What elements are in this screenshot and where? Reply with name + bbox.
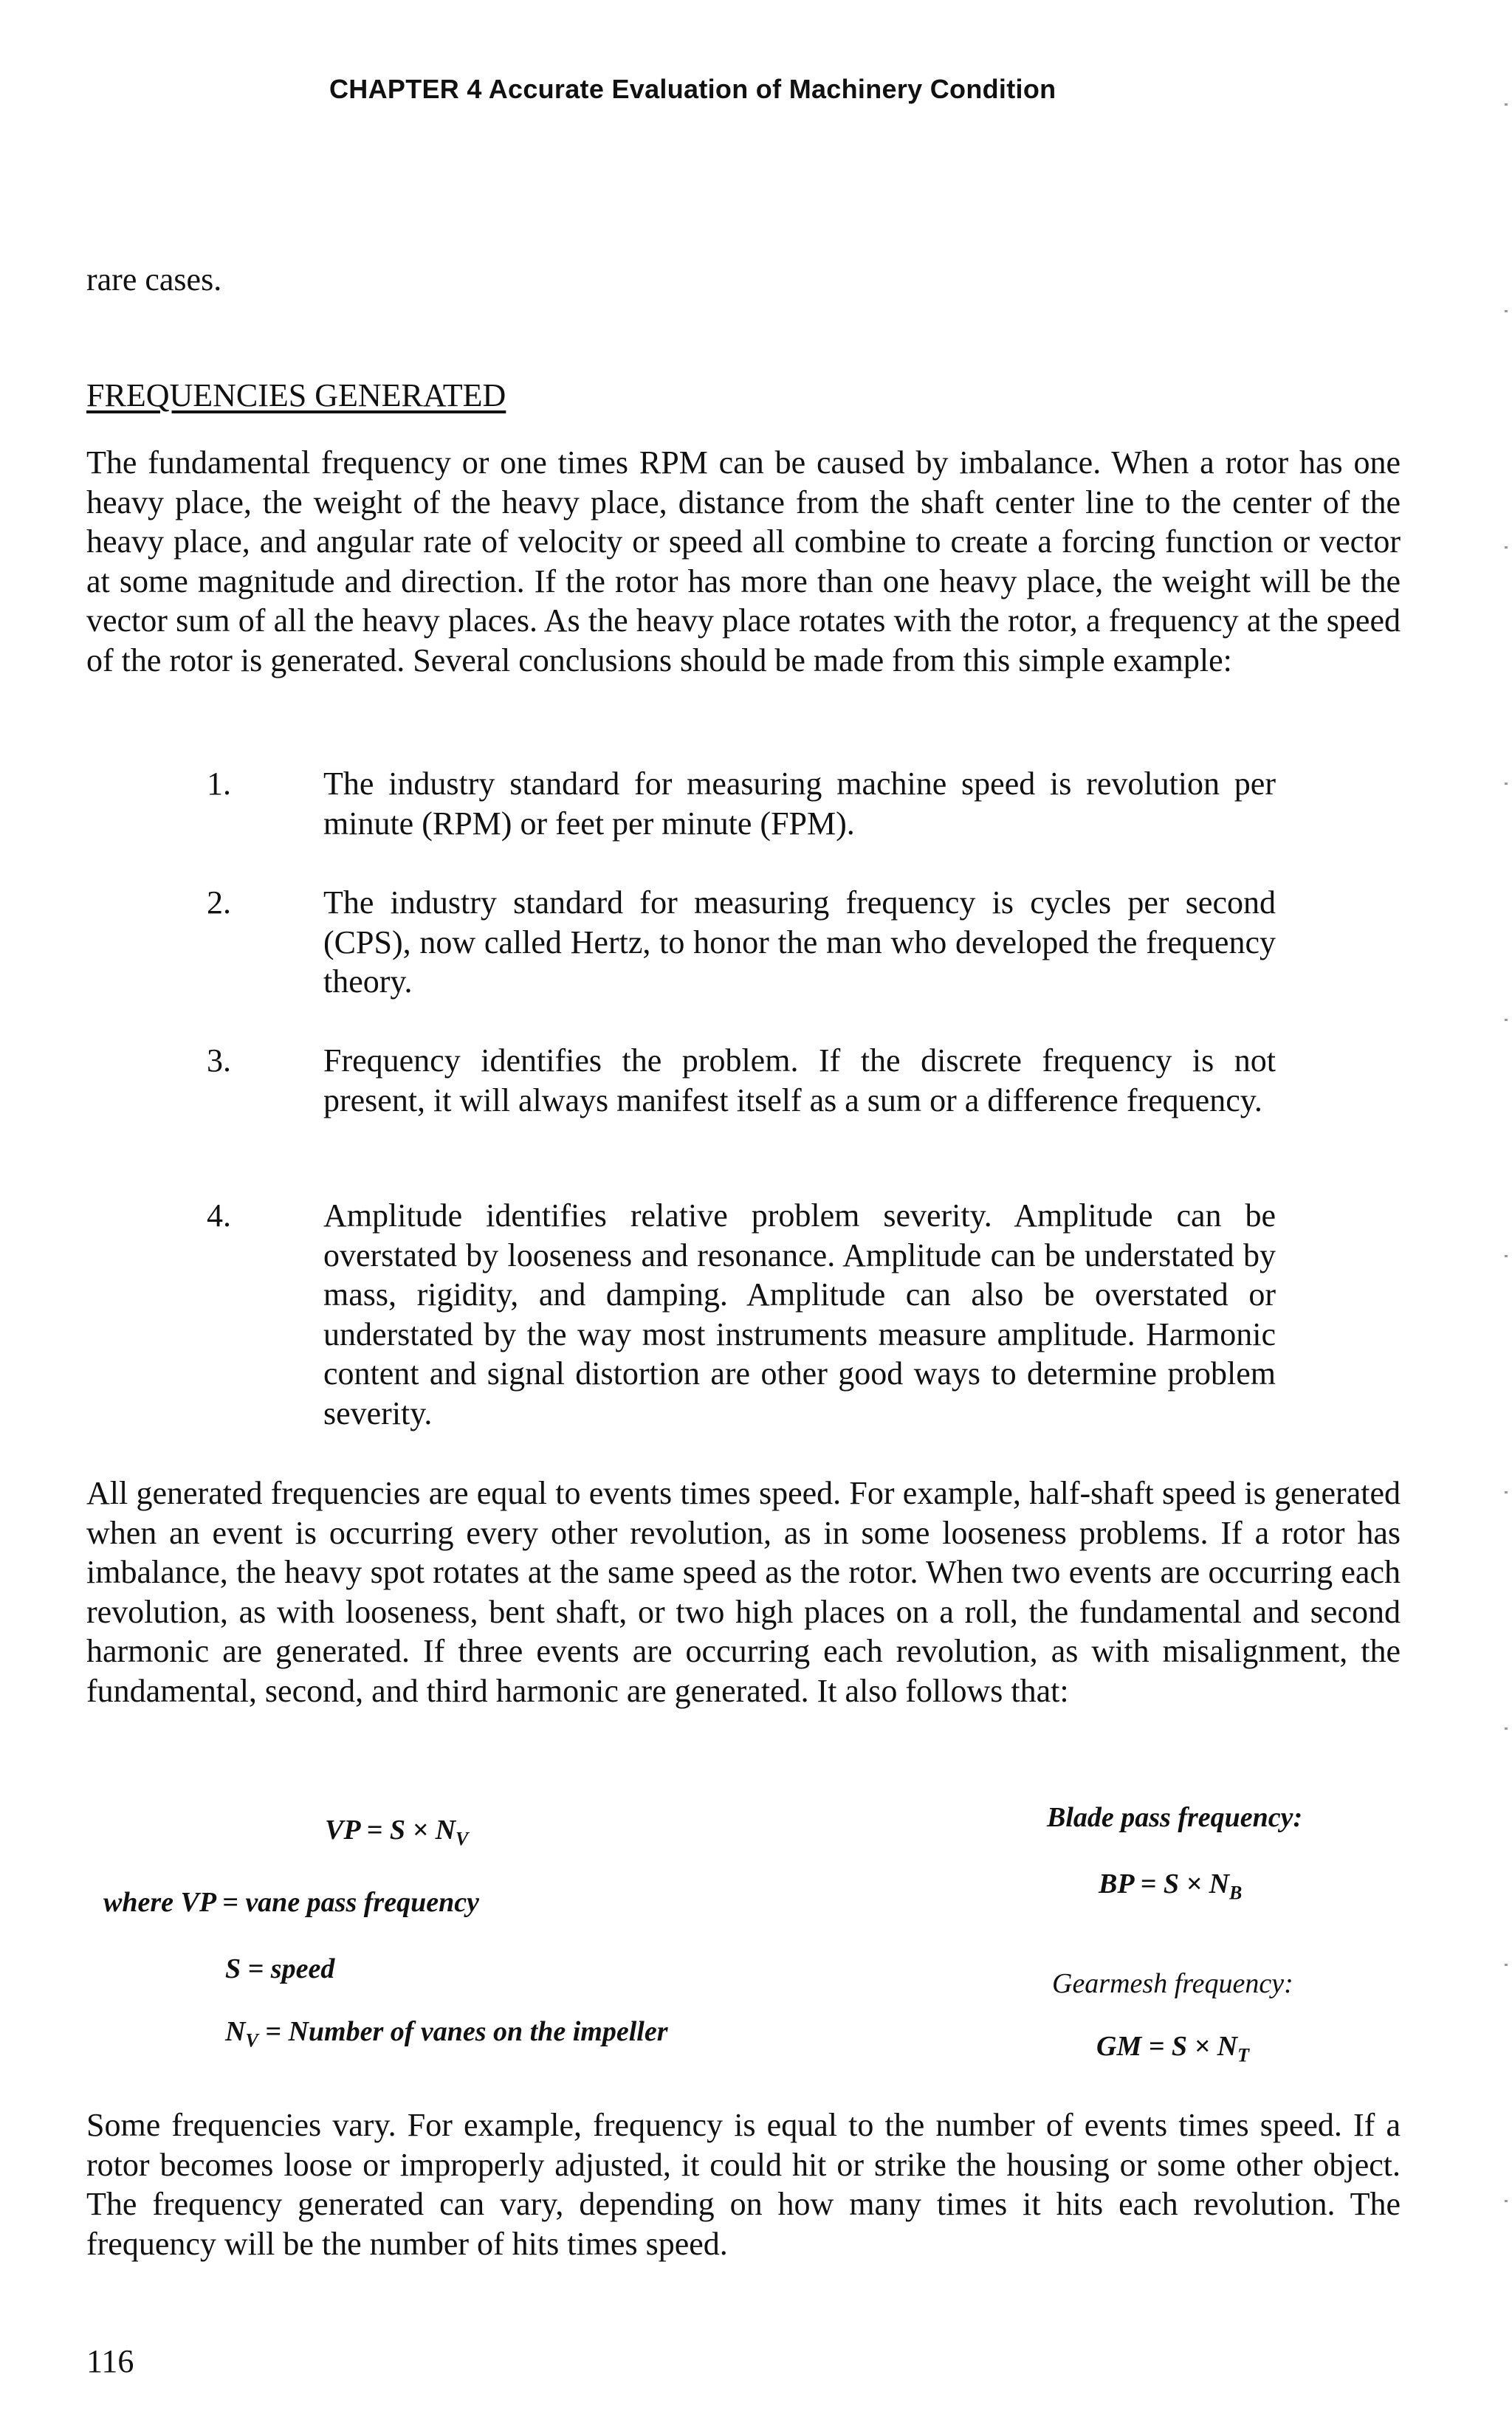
vane-pass-formula: VP = $S \times N_V$ [325, 1815, 469, 1850]
continuation-text: rare cases. [86, 261, 222, 298]
gearmesh-title: Gearmesh frequency: [1052, 1968, 1293, 1999]
list-number: 2. [207, 884, 231, 921]
paragraph-1: The fundamental frequency or one times RPM can be caused by imbalance. When a rotor has one heavy place, the weight of the heavy place, distance from the shaft center line to the center of the heavy place, and angular rate of velocity or speed all combine to create a forcing function or vector at some magnitude and direction. If the rotor has more than one heavy place, the weight will be the vector sum of all the heavy places. As the heavy place rotates with the rotor, a frequency at the speed of the rotor is generated. Several conclusions should be made from this simple example: [86, 444, 1401, 678]
vanes-count-definition: $N_V$ = Number of vanes on the impeller [225, 2016, 668, 2052]
list-text: Frequency identifies the problem. If the discrete frequency is not present, it will always manifest itself as a sum or a difference frequency. [323, 1042, 1276, 1118]
speed-definition: S = speed [225, 1953, 335, 1984]
list-number: 1. [207, 766, 231, 802]
paragraph-3: Some frequencies vary. For example, frequency is equal to the number of events times speed. If a rotor becomes loose or improperly adjusted, it could hit or strike the housing or some other object. The frequency generated can vary, depending on how many times it hits each revolution. The frequency will be the number of hits times speed. [86, 2107, 1401, 2262]
paragraph-2: All generated frequencies are equal to events times speed. For example, half-shaft speed is generated when an event is occurring every other revolution, as in some looseness problems. If a rotor has imbalance, the heavy spot rotates at the same speed as the rotor. When two events are occurring each revolution, as with looseness, bent shaft, or two high places on a roll, the fundamental and second harmonic are generated. If three events are occurring each revolution, as with misalignment, the fundamental, second, and third harmonic are generated. It also follows that: [86, 1475, 1401, 1709]
list-text: The industry standard for measuring machine speed is revolution per minute (RPM) or feet per minute (FPM). [323, 766, 1276, 842]
blade-pass-formula: BP = $S \times N_B$ [1099, 1868, 1243, 1904]
list-number: 3. [207, 1042, 231, 1079]
section-heading: FREQUENCIES GENERATED [86, 377, 506, 413]
blade-pass-title: Blade pass frequency: [1047, 1802, 1303, 1833]
list-text: The industry standard for measuring frequency is cycles per second (CPS), now called Hertz, to honor the man who developed the frequency theory. [323, 884, 1276, 1000]
running-head: CHAPTER 4 Accurate Evaluation of Machinery Condition [329, 74, 1056, 104]
list-text: Amplitude identifies relative problem severity. Amplitude can be overstated by looseness and resonance. Amplitude can be understated by mass, rigidity, and damping. Amplitude can also be overstated or understated by the way most instruments measure amplitude. Harmonic content and signal distortion are other good ways to determine problem severity. [323, 1197, 1276, 1431]
gearmesh-formula: GM = $S \times N_T$ [1096, 2031, 1250, 2066]
vane-pass-definition: where VP = vane pass frequency [103, 1887, 479, 1918]
page-number: 116 [86, 2343, 134, 2379]
list-number: 4. [207, 1197, 231, 1234]
